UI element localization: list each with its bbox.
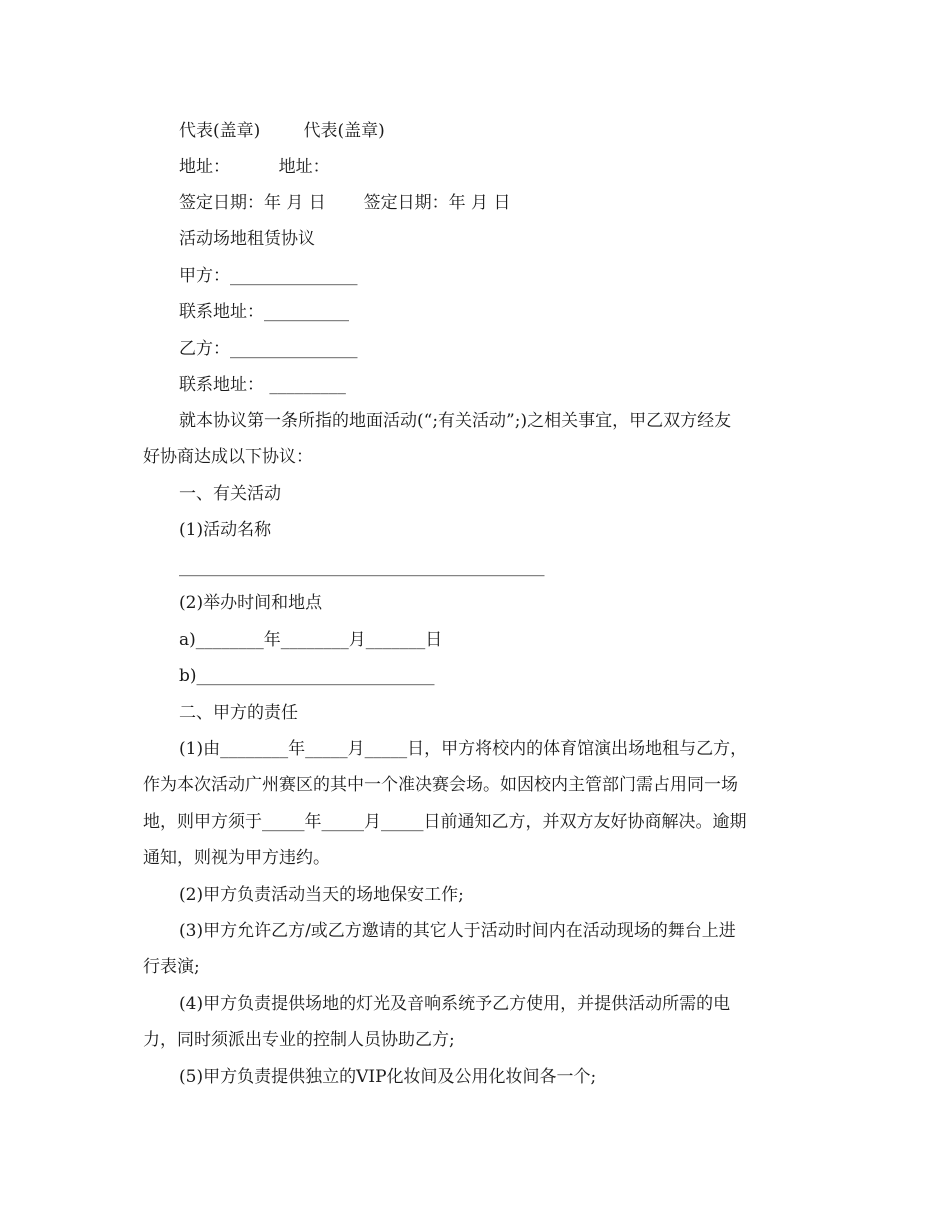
party-a-line: 甲方：_______________ (179, 266, 358, 286)
section-heading: 二、甲方的责任 (179, 703, 298, 723)
clause-line: 力，同时须派出专业的控制人员协助乙方; (143, 1030, 455, 1050)
date-fill-line: a)________年________月_______日 (179, 630, 443, 650)
clause-line: 作为本次活动广州赛区的其中一个准决赛会场。如因校内主管部门需占用同一场 (143, 775, 738, 795)
clause-line: (1)活动名称 (179, 520, 272, 540)
party-a-address-line: 联系地址：__________ (179, 302, 349, 322)
intro-paragraph-line: 好协商达成以下协议： (143, 447, 313, 467)
section-heading: 一、有关活动 (179, 484, 281, 504)
agreement-title: 活动场地租赁协议 (179, 229, 315, 249)
place-fill-line: b)____________________________ (179, 666, 435, 686)
clause-line: 行表演; (143, 957, 200, 977)
signature-representative-line: 代表(盖章) 代表(盖章) (179, 121, 385, 141)
clause-line: (5)甲方负责提供独立的VIP化妆间及公用化妆间各一个; (179, 1067, 597, 1087)
clause-line: (2)举办时间和地点 (179, 593, 323, 613)
signature-date-line: 签定日期：年 月 日 签定日期：年 月 日 (179, 193, 511, 213)
clause-line: (4)甲方负责提供场地的灯光及音响系统予乙方使用，并提供活动所需的电 (179, 994, 731, 1014)
party-b-address-line: 联系地址： _________ (179, 375, 346, 395)
intro-paragraph-line: 就本协议第一条所指的地面活动(“;有关活动”;)之相关事宜，甲乙双方经友 (179, 411, 732, 431)
signature-address-line: 地址： 地址： (179, 157, 330, 177)
clause-line: (2)甲方负责活动当天的场地保安工作; (179, 885, 464, 905)
party-b-line: 乙方：_______________ (179, 339, 358, 359)
clause-line: 地，则甲方须于_____年_____月_____日前通知乙方，并双方友好协商解决。逾期 (143, 812, 747, 832)
clause-line: (1)由________年_____月_____日，甲方将校内的体育馆演出场地租与乙方， (179, 739, 748, 759)
clause-line: (3)甲方允许乙方/或乙方邀请的其它人于活动时间内在活动现场的舞台上进 (179, 921, 736, 941)
blank-fill-line: ___________________________________________ (179, 557, 545, 577)
clause-line: 通知，则视为甲方违约。 (143, 848, 330, 868)
